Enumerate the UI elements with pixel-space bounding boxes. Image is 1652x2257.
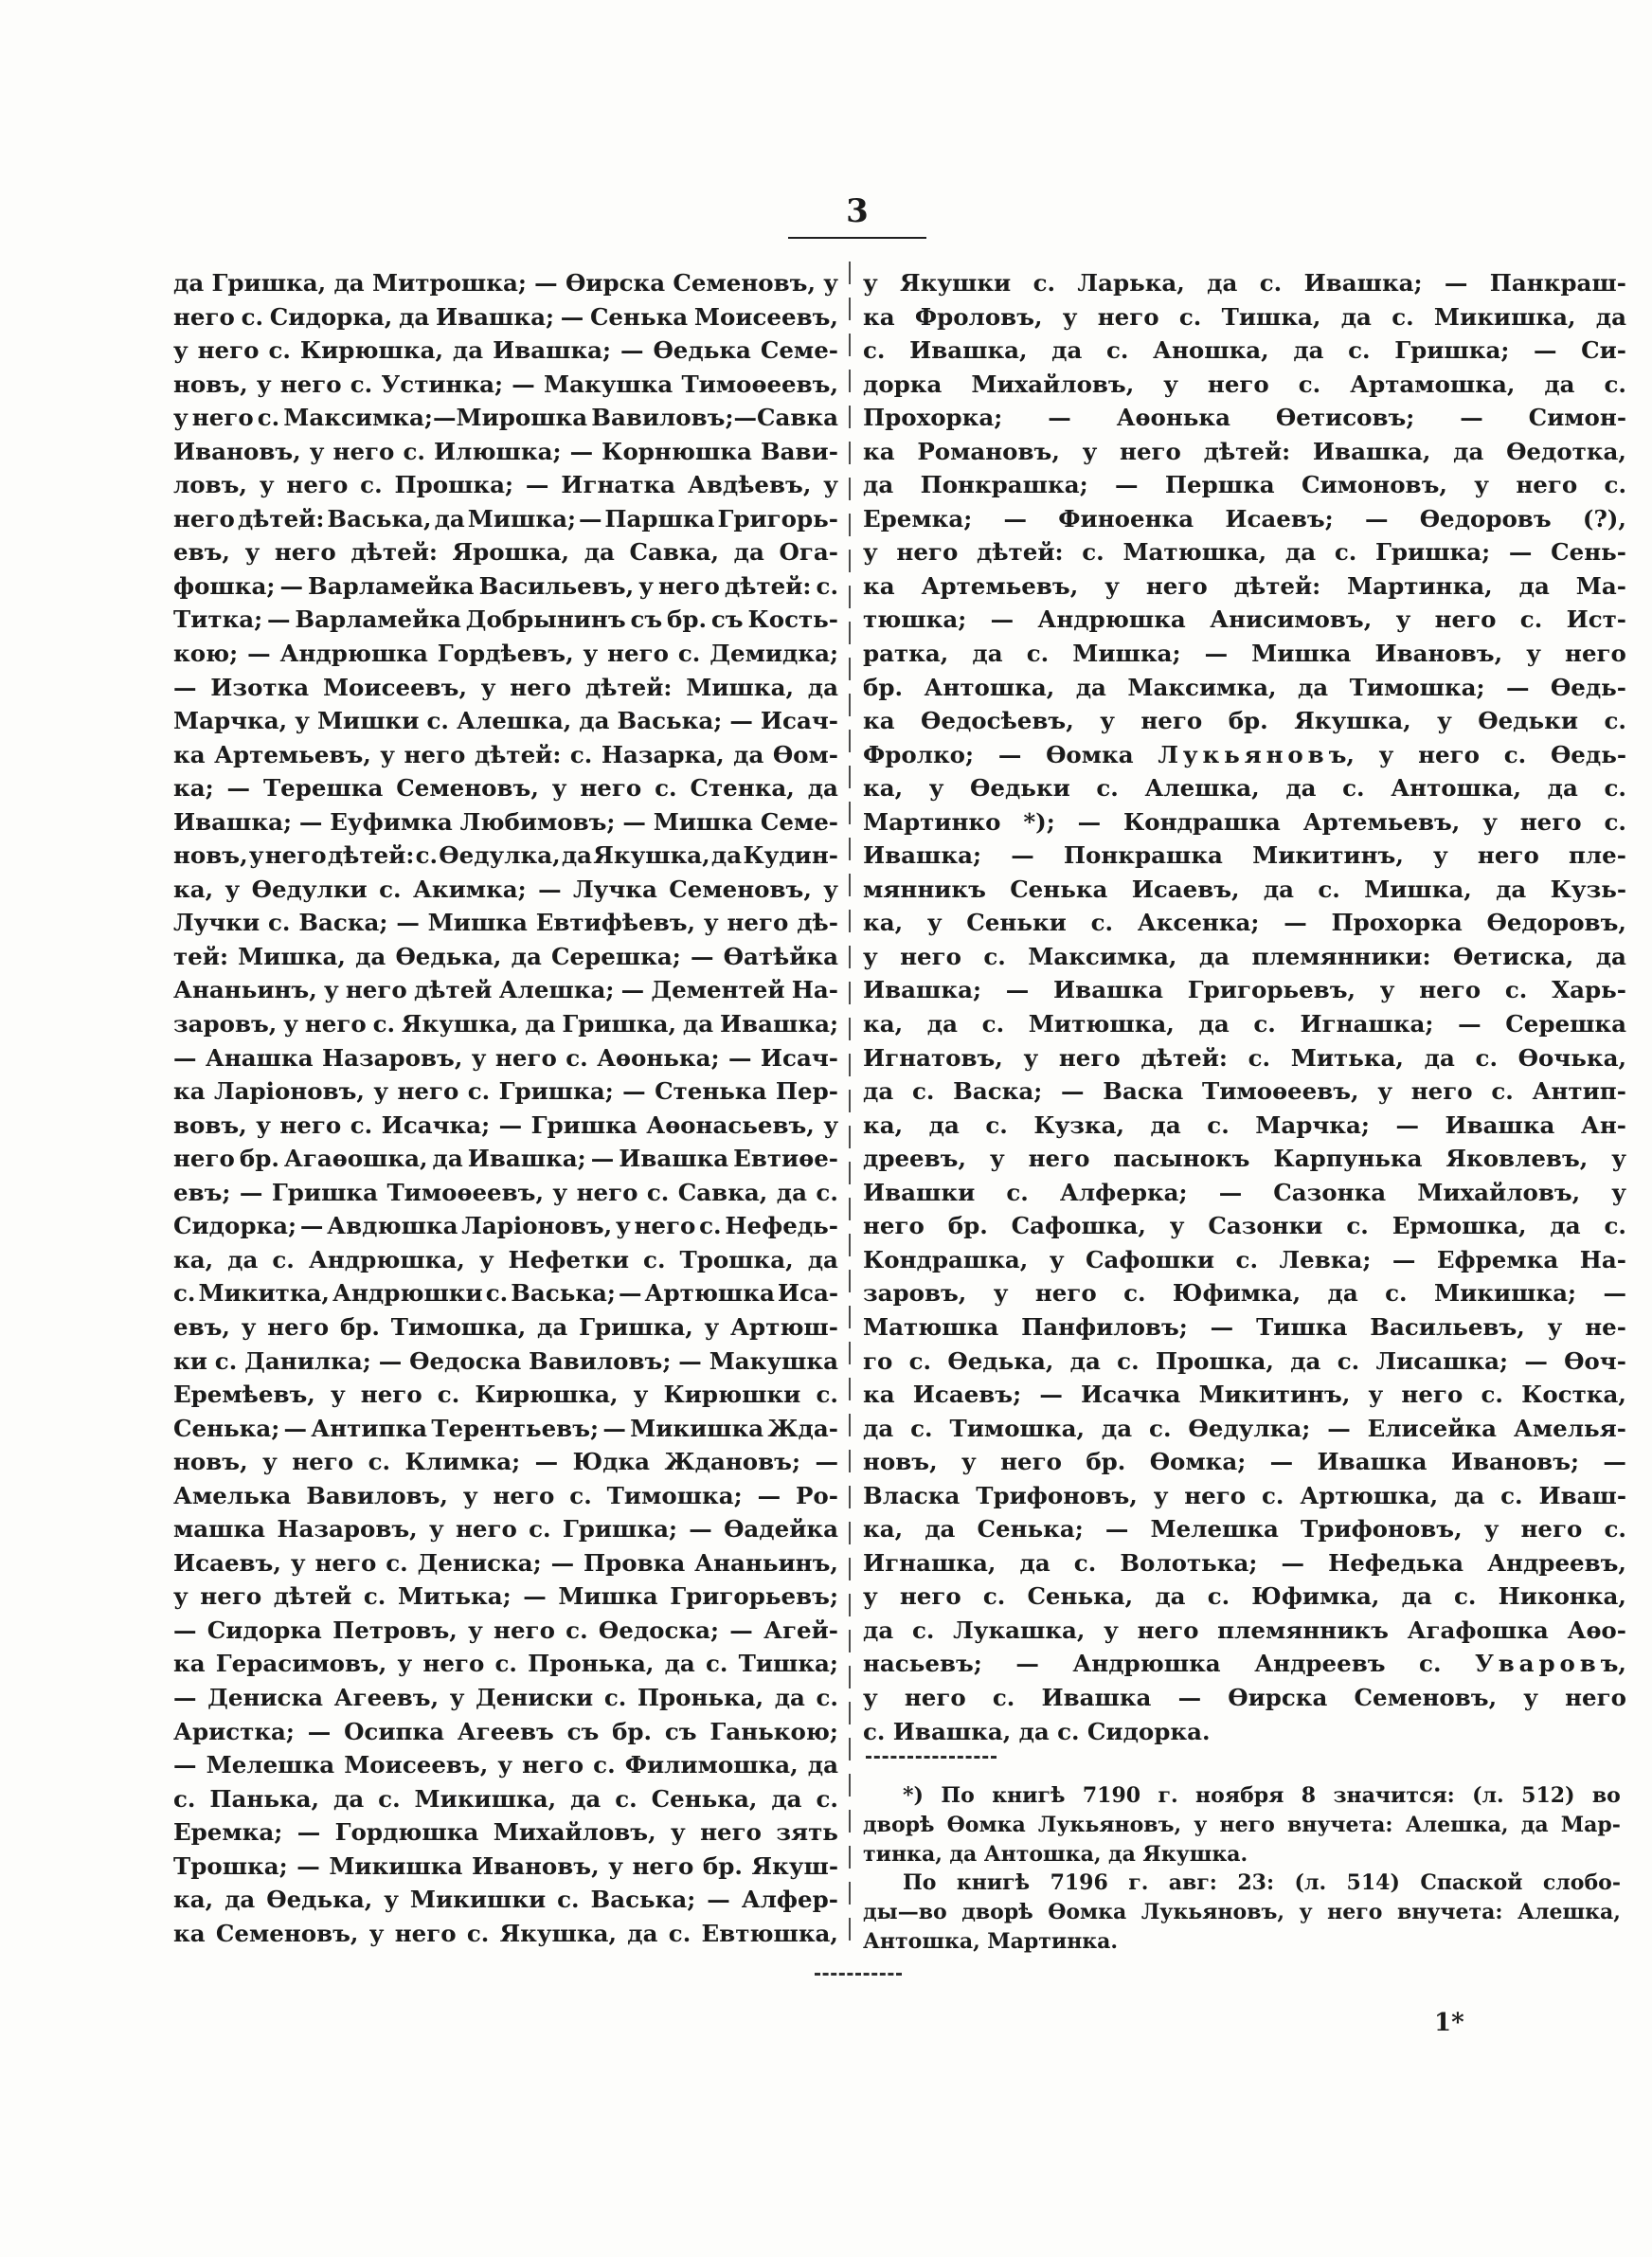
text-line: По книгѣ 7196 г. авг: 23: (л. 514) Спаской слобо- (903, 1870, 1621, 1896)
text-line: ки с. Данилка; — Ѳедоска Вавиловъ; — Макушка (173, 1346, 838, 1375)
text-line: ка, у Ѳедулки с. Акимка; — Лучка Семеновъ, у (173, 875, 838, 903)
text-line: Ивашка; — Понкрашка Микитинъ, у него пле- (863, 841, 1626, 870)
text-line: — Мелешка Моисеевъ, у него с. Филимошка, да (173, 1751, 838, 1779)
text-line: у него с. Максимка;—Мирошка Вавиловъ;—Савка (173, 404, 838, 432)
text-line: тинка, да Антошка, да Якушка. (863, 1841, 1248, 1867)
text-line: тюшка; — Андрюшка Анисимовъ, у него с. Ист- (863, 605, 1626, 634)
text-line: заровъ, у него с. Юфимка, да с. Микишка; — (863, 1279, 1626, 1308)
text-line: Титка; — Варламейка Добрынинъ съ бр. съ Кость- (173, 605, 838, 634)
text-line: ка, у Ѳедьки с. Алешка, да с. Антошка, да с. (863, 774, 1626, 803)
text-line: ка, у Сеньки с. Аксенка; — Прохорка Ѳедоровъ, (863, 909, 1626, 937)
text-line: Сидорка; — Авдюшка Ларіоновъ, у него с. Нефедь- (173, 1212, 838, 1240)
text-line: да с. Тимошка, да с. Ѳедулка; — Елисейка Амелья- (863, 1414, 1626, 1442)
text-line: фошка; — Варламейка Васильевъ, у него дѣтей: с. (173, 571, 838, 600)
page-number: 3 (846, 192, 869, 230)
text-line: с. Панька, да с. Микишка, да с. Сенька, да с. (173, 1784, 838, 1813)
text-line: Еремка; — Финоенка Исаевъ; — Ѳедоровъ (?), (863, 504, 1626, 533)
text-line: ловъ, у него с. Прошка; — Игнатка Авдѣевъ, у (173, 471, 838, 499)
text-line: ка; — Терешка Семеновъ, у него с. Стенка, да (173, 774, 838, 803)
printer-signature-mark: 1* (1434, 2009, 1464, 2037)
footnote-separator-rule (866, 1756, 997, 1759)
text-line: новъ, у него с. Климка; — Юдка Ждановъ; — (173, 1448, 838, 1476)
text-line: Кондрашка, у Сафошки с. Левка; — Ефремка На- (863, 1245, 1626, 1273)
text-line: ка, да Сенька; — Мелешка Трифоновъ, у него с. (863, 1515, 1626, 1544)
text-line: него бр. Сафошка, у Сазонки с. Ермошка, да с. (863, 1212, 1626, 1240)
text-line: Амелька Вавиловъ, у него с. Тимошка; — Ро- (173, 1481, 838, 1509)
text-line: ка, да Ѳедька, у Микишки с. Васька; — Алфер- (173, 1886, 838, 1914)
text-line: Сенька; — Антипка Терентьевъ; — Микишка Жда- (173, 1414, 838, 1442)
text-line: евъ, у него дѣтей: Ярошка, да Савка, да Ога- (173, 538, 838, 567)
text-line: да Понкрашка; — Першка Симоновъ, у него с. (863, 471, 1626, 499)
text-line: у него с. Ивашка — Ѳирска Семеновъ, у него (863, 1683, 1626, 1711)
text-line: новъ, у него с. Устинка; — Макушка Тимоѳеевъ, (173, 370, 838, 398)
text-line: — Анашка Назаровъ, у него с. Аѳонька; — Исач- (173, 1043, 838, 1072)
text-line: — Сидорка Петровъ, у него с. Ѳедоска; — Агей- (173, 1616, 838, 1644)
text-line: евъ; — Гришка Тимоѳеевъ, у него с. Савка, да с. (173, 1178, 838, 1206)
text-line: бр. Антошка, да Максимка, да Тимошка; — Ѳедь- (863, 673, 1626, 701)
text-line: Исаевъ, у него с. Дениска; — Провка Ананьинъ, (173, 1548, 838, 1577)
text-line: Ивашка; — Ивашка Григорьевъ, у него с. Харь- (863, 976, 1626, 1004)
text-line: у Якушки с. Ларька, да с. Ивашка; — Панкраш- (863, 269, 1626, 297)
text-line: Ананьинъ, у него дѣтей Алешка; — Дементей На- (173, 976, 838, 1004)
text-line: Марчка, у Мишки с. Алешка, да Васька; — Исач- (173, 707, 838, 735)
text-line: ка, да с. Митюшка, да с. Игнашка; — Серешка (863, 1010, 1626, 1038)
text-line: ды—во дворѣ Ѳомка Лукьяновъ, у него внучета: Алешка, (863, 1900, 1621, 1925)
text-line: Игнашка, да с. Волотька; — Нефедька Андреевъ, (863, 1548, 1626, 1577)
text-line: ратка, да с. Мишка; — Мишка Ивановъ, у него (863, 640, 1626, 668)
text-line: дворѣ Ѳомка Лукьяновъ, у него внучета: Алешка, да Мар- (863, 1812, 1621, 1837)
text-line: ка Артемьевъ, у него дѣтей: с. Назарка, да Ѳом- (173, 740, 838, 768)
text-line: кою; — Андрюшка Гордѣевъ, у него с. Демидка; (173, 640, 838, 668)
text-line: у него с. Кирюшка, да Ивашка; — Ѳедька Семе- (173, 336, 838, 365)
text-line: да с. Лукашка, у него племянникъ Агафошка Аѳо- (863, 1616, 1626, 1644)
text-line: ка Семеновъ, у него с. Якушка, да с. Евтюшка, (173, 1919, 838, 1947)
text-line: Прохорка; — Аѳонька Ѳетисовъ; — Симон- (863, 404, 1626, 432)
text-line: насьевъ; — Андрюшка Андреевъ с. У в а р о в ъ, (863, 1650, 1626, 1678)
text-line: с. Ивашка, да с. Сидорка. (863, 1717, 1211, 1745)
text-line: новъ, у него бр. Ѳомка; — Ивашка Ивановъ; — (863, 1448, 1626, 1476)
text-line: Еремка; — Гордюшка Михайловъ, у него зять (173, 1818, 838, 1847)
text-line: *) По книгѣ 7190 г. ноября 8 значится: (л. 512) во (903, 1783, 1621, 1808)
text-line: дреевъ, у него пасынокъ Карпунька Яковлевъ, у (863, 1145, 1626, 1173)
text-line: евъ, у него бр. Тимошка, да Гришка, у Артюш- (173, 1312, 838, 1341)
text-line: Антошка, Мартинка. (863, 1928, 1119, 1954)
text-line: тей: Мишка, да Ѳедька, да Серешка; — Ѳатѣйка (173, 942, 838, 970)
page-number-rule (788, 237, 926, 239)
text-line: Еремѣевъ, у него с. Кирюшка, у Кирюшки с. (173, 1381, 838, 1409)
text-line: новъ, у него дѣтей: с. Ѳедулка, да Якушка, да Кудин- (173, 841, 838, 870)
text-line: у него дѣтей: с. Матюшка, да с. Гришка; — Сень- (863, 538, 1626, 567)
text-line: ка Ѳедосѣевъ, у него бр. Якушка, у Ѳедьки с. (863, 707, 1626, 735)
text-line: Мартинко *); — Кондрашка Артемьевъ, у него с. (863, 807, 1626, 836)
text-line: ка Романовъ, у него дѣтей: Ивашка, да Ѳедотка, (863, 437, 1626, 465)
text-line: у него с. Сенька, да с. Юфимка, да с. Никонка, (863, 1582, 1626, 1611)
text-line: — Изотка Моисеевъ, у него дѣтей: Мишка, да (173, 673, 838, 701)
text-line: ка, да с. Андрюшка, у Нефетки с. Трошка, да (173, 1245, 838, 1273)
text-line: да с. Васка; — Васка Тимоѳеевъ, у него с. Антип- (863, 1077, 1626, 1106)
footnote-block (863, 1781, 1621, 1957)
left-text-column (173, 266, 838, 1950)
text-line: машка Назаровъ, у него с. Гришка; — Ѳадейка (173, 1515, 838, 1544)
text-line: ка Фроловъ, у него с. Тишка, да с. Микишка, да (863, 302, 1626, 331)
text-line: мянникъ Сенька Исаевъ, да с. Мишка, да Кузь- (863, 875, 1626, 903)
text-line: Аристка; — Осипка Агеевъ съ бр. съ Ганькою; (173, 1717, 838, 1745)
text-line: — Дениска Агеевъ, у Дениски с. Пронька, да с. (173, 1683, 838, 1711)
text-line: Ивановъ, у него с. Илюшка; — Корнюшка Вави- (173, 437, 838, 465)
text-line: с. Микитка, Андрюшки с. Васька; — Артюшка Иса- (173, 1279, 838, 1308)
text-line: Ивашка; — Еуфимка Любимовъ; — Мишка Семе- (173, 807, 838, 836)
text-line: Трошка; — Микишка Ивановъ, у него бр. Якуш- (173, 1851, 838, 1880)
text-line: у него дѣтей с. Митька; — Мишка Григорьевъ; (173, 1582, 838, 1611)
text-line: Ивашки с. Алферка; — Сазонка Михайловъ, у (863, 1178, 1626, 1206)
text-line: него с. Сидорка, да Ивашка; — Сенька Моисеевъ, (173, 302, 838, 331)
text-line: него дѣтей: Васька, да Мишка; — Паршка Григорь- (173, 504, 838, 533)
text-line: дорка Михайловъ, у него с. Артамошка, да с. (863, 370, 1626, 398)
text-line: ка Исаевъ; — Исачка Микитинъ, у него с. Костка, (863, 1381, 1626, 1409)
text-line: ка Ларіоновъ, у него с. Гришка; — Стенька Пер- (173, 1077, 838, 1106)
text-line: заровъ, у него с. Якушка, да Гришка, да Ивашка; (173, 1010, 838, 1038)
text-line: го с. Ѳедька, да с. Прошка, да с. Лисашка; — Ѳоч- (863, 1346, 1626, 1375)
text-line: Игнатовъ, у него дѣтей: с. Митька, да с. Ѳочька, (863, 1043, 1626, 1072)
text-line: Матюшка Панфиловъ; — Тишка Васильевъ, у не- (863, 1312, 1626, 1341)
text-line: ка Артемьевъ, у него дѣтей: Мартинка, да Ма- (863, 571, 1626, 600)
text-line: Фролко; — Ѳомка Л у к ь я н о в ъ, у него с. Ѳедь- (863, 740, 1626, 768)
column-divider (849, 262, 851, 1948)
text-line: с. Ивашка, да с. Аношка, да с. Гришка; — Си- (863, 336, 1626, 365)
text-line: Власка Трифоновъ, у него с. Артюшка, да с. Иваш- (863, 1481, 1626, 1509)
text-line: вовъ, у него с. Исачка; — Гришка Аѳонасьевъ, у (173, 1110, 838, 1139)
text-line: Лучки с. Васка; — Мишка Евтифѣевъ, у него дѣ- (173, 909, 838, 937)
text-line: него бр. Агаѳошка, да Ивашка; — Ивашка Евтиѳе- (173, 1145, 838, 1173)
text-line: да Гришка, да Митрошка; — Ѳирска Семеновъ, у (173, 269, 838, 297)
text-line: ка, да с. Кузка, да с. Марчка; — Ивашка Ан- (863, 1110, 1626, 1139)
text-line: ка Герасимовъ, у него с. Пронька, да с. Тишка; (173, 1650, 838, 1678)
text-line: у него с. Максимка, да племянники: Ѳетиска, да (863, 942, 1626, 970)
right-text-column (863, 266, 1626, 1748)
section-end-mark (815, 1973, 902, 1976)
